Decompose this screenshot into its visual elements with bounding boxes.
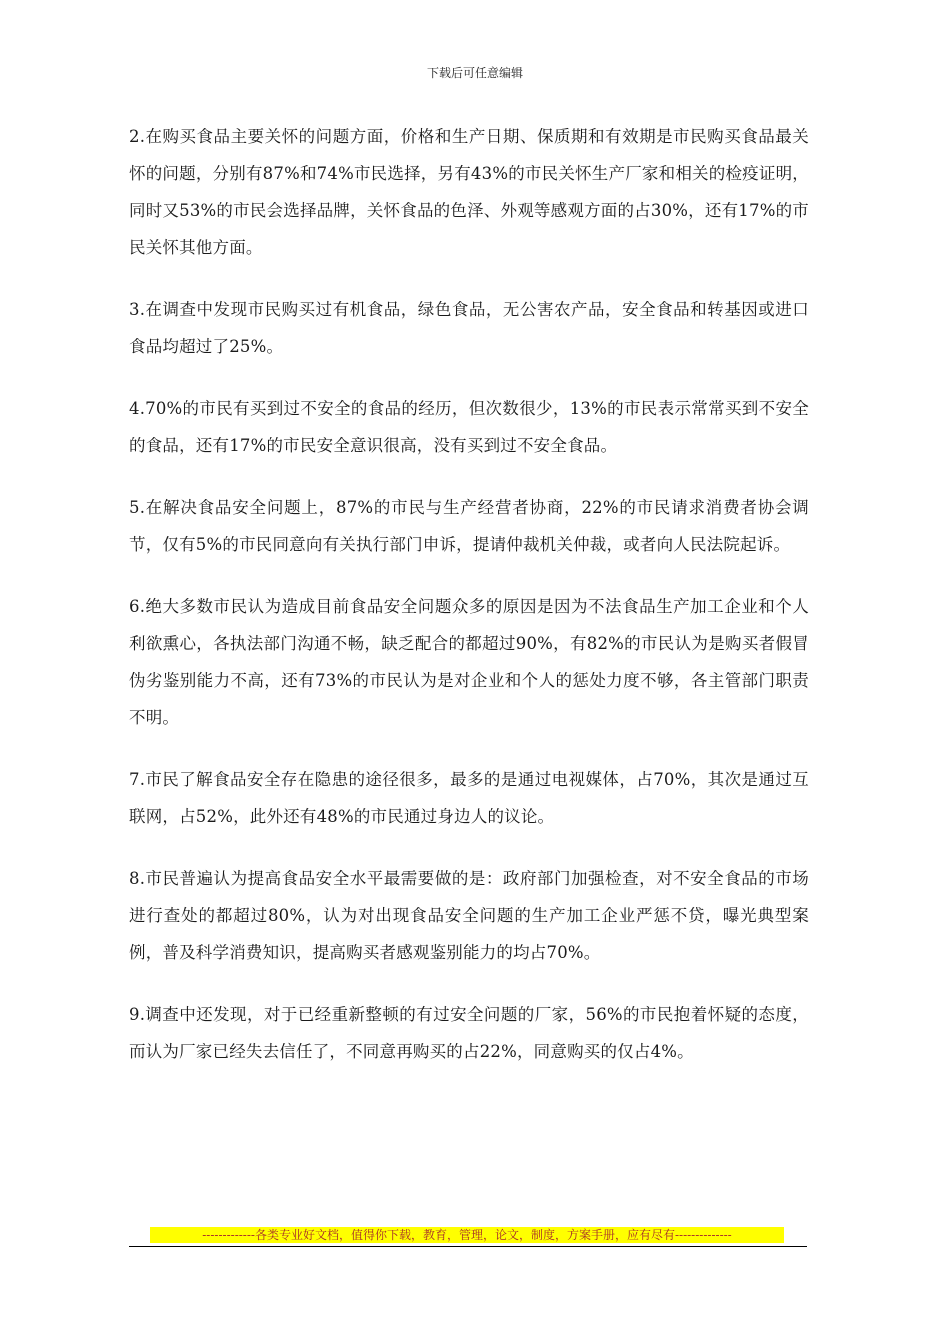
document-body bbox=[129, 118, 809, 1095]
page-header: 下载后可任意编辑 bbox=[426, 66, 523, 80]
paragraph-5: 5.在解决食品安全问题上，87%的市民与生产经营者协商，22%的市民请求消费者协会调节，仅有5%的市民同意向有关执行部门申诉，提请仲裁机关仲裁，或者向人民法院起诉。 bbox=[129, 498, 809, 554]
paragraph-4: 4.70%的市民有买到过不安全的食品的经历，但次数很少，13%的市民表示常常买到不安全的食品，还有17%的市民安全意识很高，没有买到过不安全食品。 bbox=[129, 399, 809, 455]
paragraph-8: 8.市民普遍认为提高食品安全水平最需要做的是：政府部门加强检查，对不安全食品的市场进行查处的都超过80%，认为对出现食品安全问题的生产加工企业严惩不贷，曝光典型案例，普及科学消费知识，提高购买者感观鉴别能力的均占70%。 bbox=[129, 869, 809, 962]
paragraph-6: 6.绝大多数市民认为造成目前食品安全问题众多的原因是因为不法食品生产加工企业和个人利欲熏心，各执法部门沟通不畅，缺乏配合的都超过90%，有82%的市民认为是购买者假冒伪劣鉴别能力不高，还有73%的市民认为是对企业和个人的惩处力度不够，各主管部门职责不明。 bbox=[129, 597, 809, 727]
footer-banner: -------------各类专业好文档，值得你下载，教育，管理，论文，制度，方案手册，应有尽有-------------- bbox=[150, 1227, 784, 1243]
paragraph-2: 2.在购买食品主要关怀的问题方面，价格和生产日期、保质期和有效期是市民购买食品最关怀的问题，分别有87%和74%市民选择，另有43%的市民关怀生产厂家和相关的检疫证明，同时又53%的市民会选择品牌，关怀食品的色泽、外观等感观方面的占30%，还有17%的市民关怀其他方面。 bbox=[129, 127, 809, 257]
paragraph-7: 7.市民了解食品安全存在隐患的途径很多，最多的是通过电视媒体，占70%，其次是通过互联网，占52%，此外还有48%的市民通过身边人的议论。 bbox=[129, 770, 809, 826]
footer-divider bbox=[129, 1246, 807, 1247]
paragraph-3: 3.在调查中发现市民购买过有机食品，绿色食品，无公害农产品，安全食品和转基因或进口食品均超过了25%。 bbox=[129, 300, 809, 356]
paragraph-9: 9.调查中还发现，对于已经重新整顿的有过安全问题的厂家，56%的市民抱着怀疑的态度，而认为厂家已经失去信任了，不同意再购买的占22%，同意购买的仅占4%。 bbox=[129, 1005, 809, 1061]
